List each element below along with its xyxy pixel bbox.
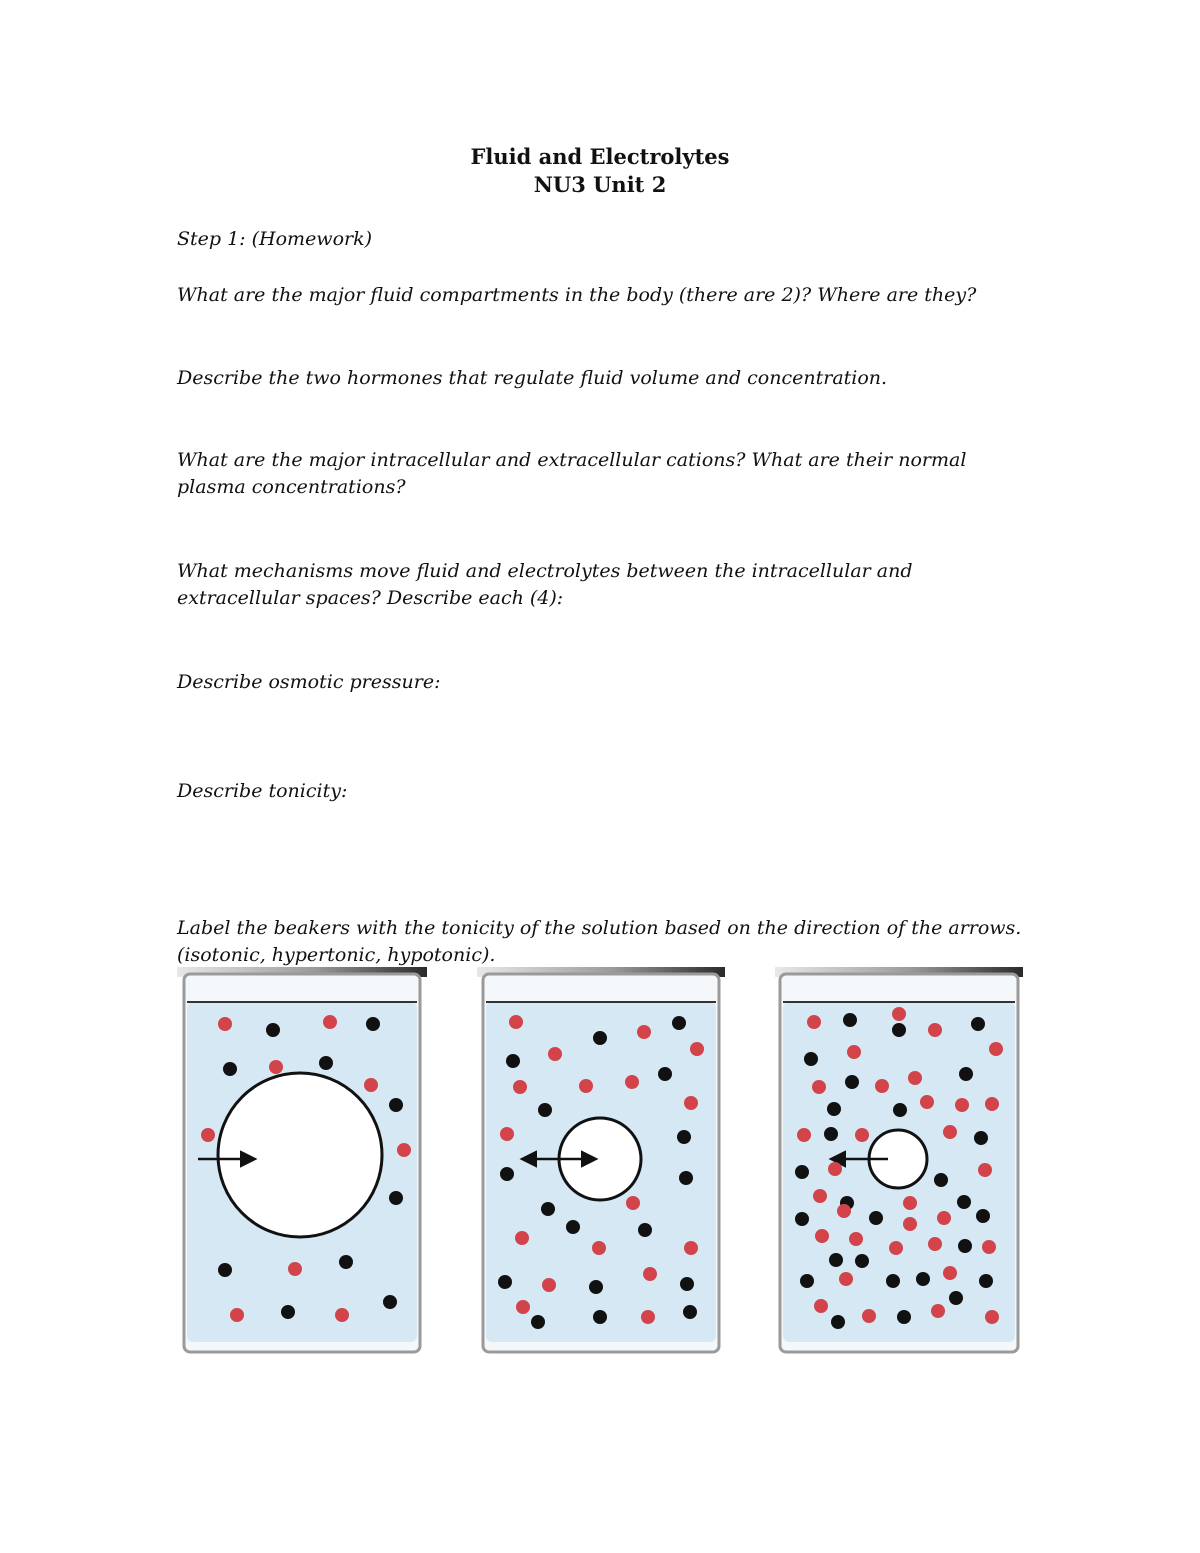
red-particle [230,1308,244,1322]
red-particle [641,1310,655,1324]
black-particle [593,1031,607,1045]
black-particle [531,1315,545,1329]
beaker-1 [177,967,427,1352]
black-particle [976,1209,990,1223]
red-particle [813,1189,827,1203]
red-particle [849,1232,863,1246]
black-particle [804,1052,818,1066]
question-cations: What are the major intracellular and extracellular cations? What are their normal plasma concentrations? [177,449,967,498]
red-particle [985,1310,999,1324]
red-particle [985,1097,999,1111]
black-particle [266,1023,280,1037]
black-particle [916,1272,930,1286]
question-compartments: What are the major fluid compartments in the body (there are 2)? Where are they? [177,284,977,306]
black-particle [638,1223,652,1237]
red-particle [908,1071,922,1085]
black-particle [593,1310,607,1324]
black-particle [679,1171,693,1185]
black-particle [683,1305,697,1319]
question-osmotic-pressure: Describe osmotic pressure: [177,671,441,693]
red-particle [839,1272,853,1286]
red-particle [903,1196,917,1210]
black-particle [897,1310,911,1324]
red-particle [937,1211,951,1225]
cell [218,1073,382,1237]
red-particle [201,1128,215,1142]
red-particle [797,1128,811,1142]
red-particle [515,1231,529,1245]
black-particle [795,1165,809,1179]
red-particle [892,1007,906,1021]
black-particle [680,1277,694,1291]
page-title: Fluid and Electrolytes [470,144,730,169]
red-particle [875,1079,889,1093]
red-particle [955,1098,969,1112]
beaker-figure [170,962,1040,1357]
black-particle [800,1274,814,1288]
red-particle [814,1299,828,1313]
black-particle [892,1023,906,1037]
red-particle [397,1143,411,1157]
red-particle [989,1042,1003,1056]
black-particle [843,1013,857,1027]
question-mechanisms: What mechanisms move fluid and electrolytes between the intracellular and extracellular spaces? Describe each (4): [177,560,913,609]
red-particle [847,1045,861,1059]
black-particle [506,1054,520,1068]
red-particle [335,1308,349,1322]
black-particle [339,1255,353,1269]
black-particle [831,1315,845,1329]
red-particle [643,1267,657,1281]
red-particle [931,1304,945,1318]
black-particle [934,1173,948,1187]
question-tonicity: Describe tonicity: [177,780,348,802]
black-particle [979,1274,993,1288]
red-particle [218,1017,232,1031]
black-particle [869,1211,883,1225]
black-particle [957,1195,971,1209]
step-label: Step 1: (Homework) [177,228,373,250]
black-particle [319,1056,333,1070]
red-particle [323,1015,337,1029]
black-particle [500,1167,514,1181]
red-particle [626,1196,640,1210]
black-particle [824,1127,838,1141]
red-particle [684,1241,698,1255]
red-particle [889,1241,903,1255]
red-particle [288,1262,302,1276]
red-particle [828,1162,842,1176]
red-particle [637,1025,651,1039]
black-particle [498,1275,512,1289]
red-particle [690,1042,704,1056]
black-particle [566,1220,580,1234]
black-particle [886,1274,900,1288]
page-subtitle: NU3 Unit 2 [533,172,667,197]
question-hormones: Describe the two hormones that regulate fluid volume and concentration. [177,367,888,389]
red-particle [928,1023,942,1037]
red-particle [807,1015,821,1029]
red-particle [978,1163,992,1177]
red-particle [516,1300,530,1314]
black-particle [223,1062,237,1076]
black-particle [389,1191,403,1205]
red-particle [548,1047,562,1061]
red-particle [509,1015,523,1029]
black-particle [589,1280,603,1294]
black-particle [827,1102,841,1116]
black-particle [855,1254,869,1268]
black-particle [677,1130,691,1144]
black-particle [845,1075,859,1089]
red-particle [625,1075,639,1089]
red-particle [982,1240,996,1254]
red-particle [542,1278,556,1292]
black-particle [366,1017,380,1031]
red-particle [903,1217,917,1231]
red-particle [928,1237,942,1251]
black-particle [218,1263,232,1277]
red-particle [862,1309,876,1323]
black-particle [829,1253,843,1267]
black-particle [958,1239,972,1253]
red-particle [855,1128,869,1142]
red-particle [684,1096,698,1110]
red-particle [592,1241,606,1255]
black-particle [893,1103,907,1117]
red-particle [943,1266,957,1280]
red-particle [364,1078,378,1092]
red-particle [920,1095,934,1109]
black-particle [672,1016,686,1030]
black-particle [959,1067,973,1081]
black-particle [541,1202,555,1216]
black-particle [281,1305,295,1319]
red-particle [815,1229,829,1243]
black-particle [949,1291,963,1305]
red-particle [812,1080,826,1094]
red-particle [837,1204,851,1218]
red-particle [943,1125,957,1139]
black-particle [658,1067,672,1081]
black-particle [974,1131,988,1145]
red-particle [579,1079,593,1093]
red-particle [500,1127,514,1141]
black-particle [389,1098,403,1112]
black-particle [538,1103,552,1117]
black-particle [795,1212,809,1226]
beaker-instruction: Label the beakers with the tonicity of the solution based on the direction of the arrows. (isotonic, hypertonic, hypotonic). [177,917,1022,966]
red-particle [513,1080,527,1094]
red-particle [269,1060,283,1074]
black-particle [383,1295,397,1309]
black-particle [971,1017,985,1031]
